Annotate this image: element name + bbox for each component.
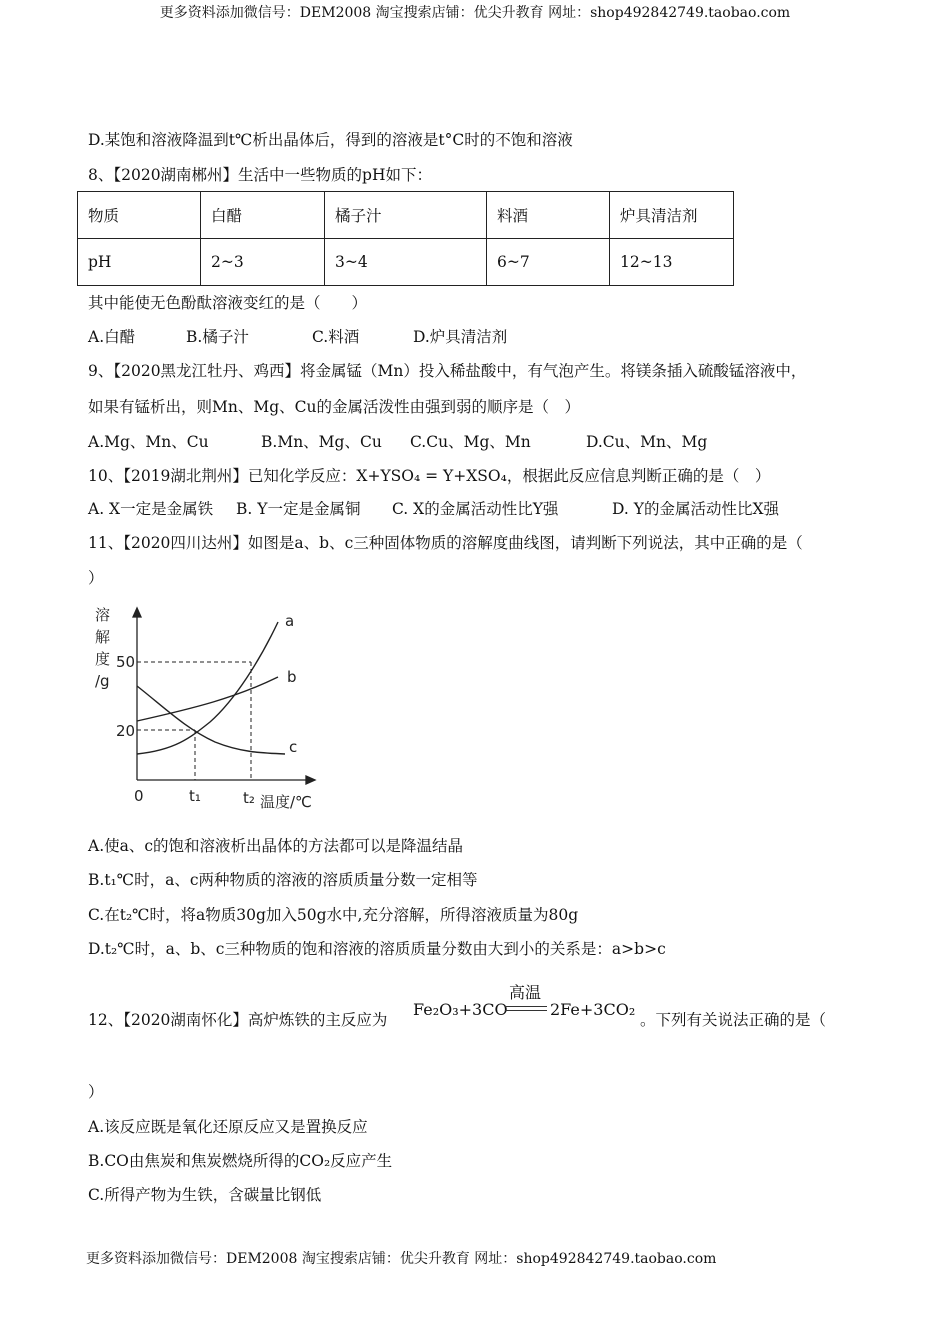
table-row [78,192,734,239]
q12-option-b: B.CO由焦炭和焦炭燃烧所得的CO₂反应产生 [88,1152,393,1170]
q8-option-a: A.白醋 [88,328,136,346]
q8-option-d: D.炉具清洁剂 [413,328,508,346]
q8-stem: 8、【2020湖南郴州】生活中一些物质的pH如下： [88,166,432,184]
x-axis-label: 温度/℃ [260,793,312,811]
q11-option-a: A.使a、c的饱和溶液析出晶体的方法都可以是降温结晶 [88,837,464,855]
table-cell: 物质 [78,192,201,239]
q12-close: ） [88,1083,104,1101]
x-tick-label: t₁ [189,787,201,805]
y-tick-label: 50 [116,653,136,671]
q10-stem: 10、【2019湖北荆州】已知化学反应：X+YSO₄ = Y+XSO₄，根据此反应信息判断正确的是（ ） [88,467,771,485]
q11-option-d: D.t₂℃时，a、b、c三种物质的饱和溶液的溶质质量分数由大到小的关系是：a>b>c [88,940,666,958]
q9-line1: 9、【2020黑龙江牡丹、鸡西】将金属锰（Mn）投入稀盐酸中，有气泡产生。将镁条插入硫酸锰溶液中， [88,362,807,380]
x-tick-label: 0 [134,787,144,805]
y-tick-label: 20 [116,722,136,740]
q11-line2: ） [88,569,104,587]
q8-option-c: C.料酒 [312,328,360,346]
table-cell: pH [78,239,201,286]
series-label-b: b [287,668,297,686]
q12-option-a: A.该反应既是氧化还原反应又是置换反应 [88,1118,368,1136]
table-cell: 6~7 [487,239,610,286]
q9-option-d: D.Cu、Mn、Mg [586,433,708,451]
q12-suffix: 。下列有关说法正确的是（ [640,1011,827,1029]
solubility-chart [85,600,330,815]
table-cell: 3~4 [325,239,487,286]
x-tick-label: t₂ [243,789,255,807]
table-cell: 2~3 [201,239,325,286]
table-cell: 料酒 [487,192,610,239]
y-axis-arrow [133,608,141,617]
series-label-a: a [285,612,295,630]
ylabel-char-3: 度 [95,650,111,668]
curve-c [137,686,285,754]
q12-prefix: 12、【2020湖南怀化】高炉炼铁的主反应为 [88,1011,388,1029]
ph-table [77,191,734,286]
table-cell: 橘子汁 [325,192,487,239]
ylabel-char-2: 解 [95,628,111,646]
x-axis-arrow [306,776,315,784]
page-header: 更多资料添加微信号：DEM2008 淘宝搜索店铺：优尖升教育 网址：shop492842749.taobao.com [159,5,791,21]
series-label-c: c [289,738,298,756]
q11-line1: 11、【2020四川达州】如图是a、b、c三种固体物质的溶解度曲线图，请判断下列说法，其中正确的是（ [88,534,803,552]
table-cell: 炉具清洁剂 [610,192,734,239]
q8-option-b: B.橘子汁 [186,328,249,346]
q11-option-c: C.在t₂℃时，将a物质30g加入50g水中,充分溶解，所得溶液质量为80g [88,906,579,924]
q11-option-b: B.t₁℃时，a、c两种物质的溶液的溶质质量分数一定相等 [88,871,478,889]
q9-line2: 如果有锰析出，则Mn、Mg、Cu的金属活泼性由强到弱的顺序是（ ） [88,398,580,416]
ylabel-char-1: 溶 [95,606,111,624]
q10-option-b: B. Y一定是金属铜 [236,500,361,518]
q10-option-d: D. Y的金属活动性比X强 [612,500,779,518]
q10-option-a: A. X一定是金属铁 [88,500,214,518]
table-row [78,239,734,286]
formula-right: 2Fe+3CO₂ [550,1000,636,1019]
formula-condition: 高温 [509,983,542,1002]
q10-option-c: C. X的金属活动性比Y强 [392,500,559,518]
curve-a [137,622,278,754]
q9-option-c: C.Cu、Mg、Mn [410,433,531,451]
q8-question: 其中能使无色酚酞溶液变红的是（ ） [88,294,368,312]
q12-option-c: C.所得产物为生铁，含碳量比钢低 [88,1186,322,1204]
formula-left: Fe₂O₃+3CO [413,1000,508,1019]
ylabel-char-4: /g [95,672,110,690]
q7-option-d: D.某饱和溶液降温到t℃析出晶体后，得到的溶液是t°C时的不饱和溶液 [88,131,573,149]
table-cell: 12~13 [610,239,734,286]
q9-option-b: B.Mn、Mg、Cu [261,433,382,451]
curve-b [137,677,278,721]
reaction-equation [413,984,638,1024]
page-footer: 更多资料添加微信号：DEM2008 淘宝搜索店铺：优尖升教育 网址：shop492842749.taobao.com [86,1251,717,1267]
q9-option-a: A.Mg、Mn、Cu [88,433,209,451]
equals-sign [505,1006,547,1011]
table-cell: 白醋 [201,192,325,239]
